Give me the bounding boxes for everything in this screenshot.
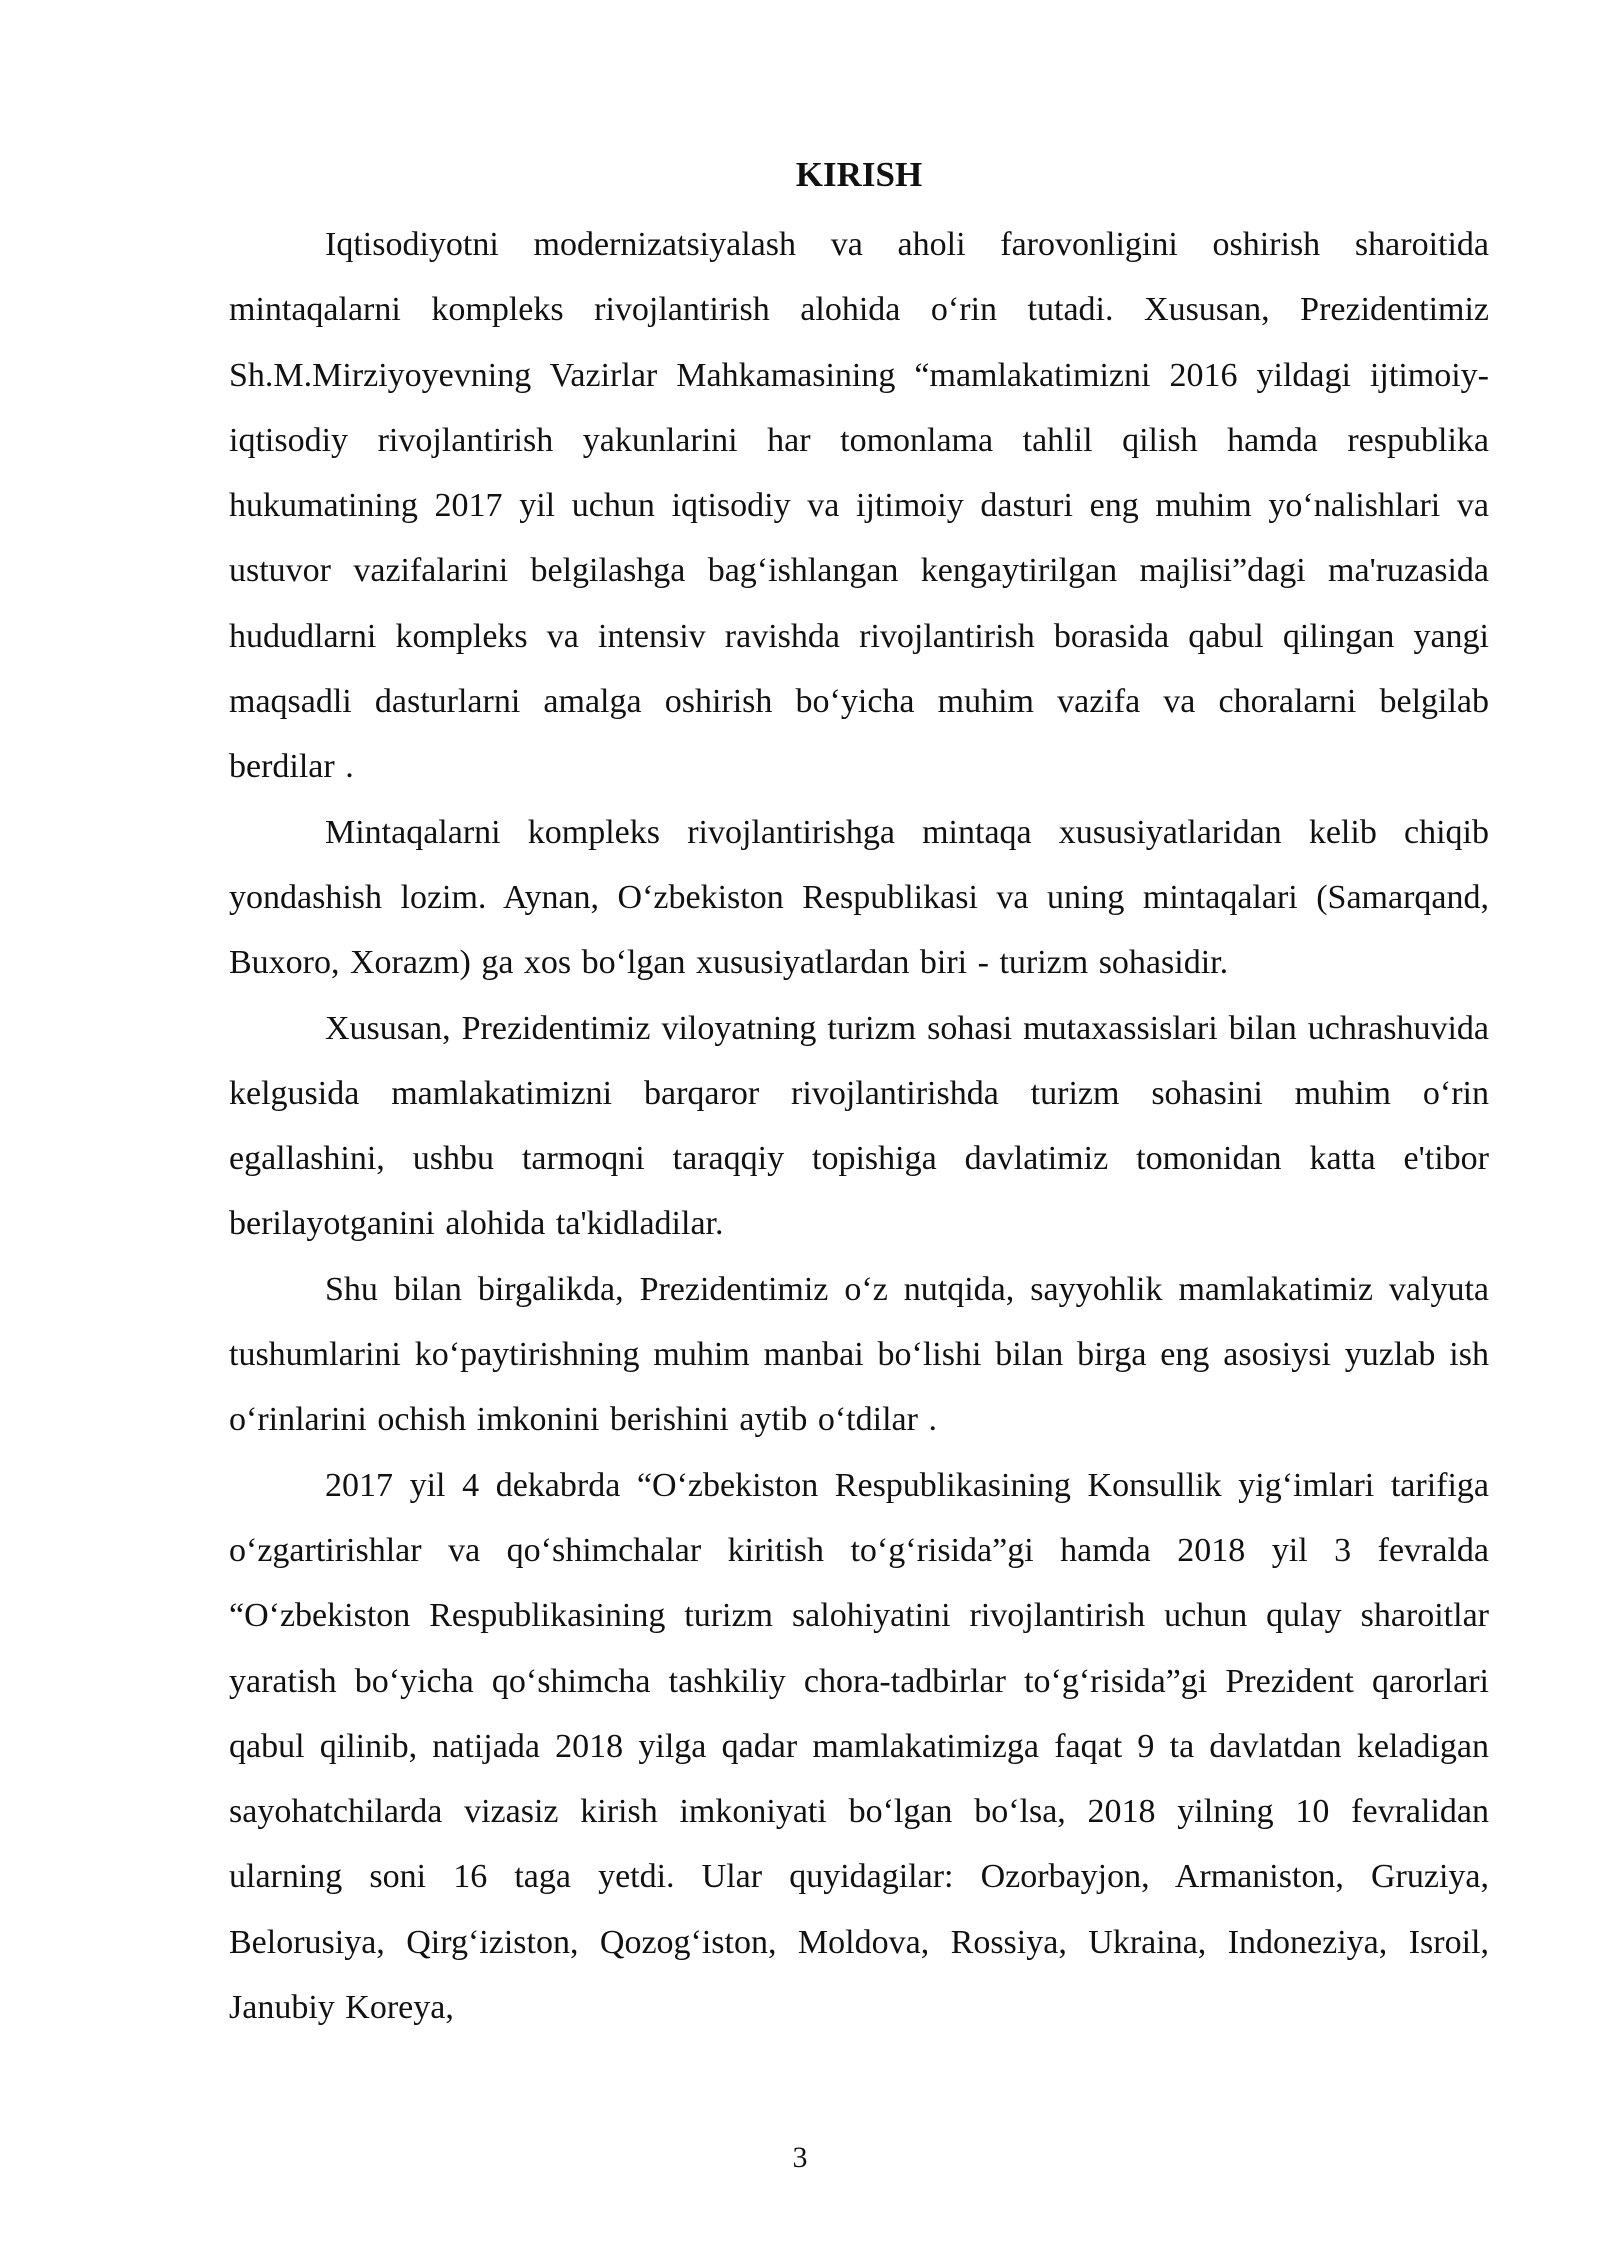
paragraph-1: Iqtisodiyotni modernizatsiyalash va aholi farovonligini oshirish sharoitida mintaqalarni kompleks rivojlantirish alohida o‘rin tutadi. Xususan, Prezidentimiz Sh.M.Mirziyoyevning Vazirlar Mahkamasining “mamlakatimizni 2016 yildagi ijtimoiy-iqtisodiy rivojlantirish yakunlarini har tomonlama tahlil qilish hamda respublika hukumatining 2017 yil uchun iqtisodiy va ijtimoiy dasturi eng muhim yo‘nalishlari va ustuvor vazifalarini belgilashga bag‘ishlangan kengaytirilgan majlisi”dagi ma'ruzasida hududlarni kompleks va intensiv ravishda rivojlantirish borasida qabul qilingan yangi maqsadli dasturlarni amalga oshirish bo‘yicha muhim vazifa va choralarni belgilab berdilar . [229,226,1489,786]
section-title: KIRISH [795,155,923,194]
page-body [229,148,1489,2040]
paragraph-4: Shu bilan birgalikda, Prezidentimiz o‘z nutqida, sayyohlik mamlakatimiz valyuta tushumlarini ko‘paytirishning muhim manbai bo‘lishi bilan birga eng asosiysi yuzlab ish o‘rinlarini ochish imkonini berishini aytib o‘tdilar . [229,1270,1489,1439]
paragraph-5: 2017 yil 4 dekabrda “O‘zbekiston Respublikasining Konsullik yig‘imlari tarifiga o‘zgartirishlar va qo‘shimchalar kiritish to‘g‘risida”gi hamda 2018 yil 3 fevralda “O‘zbekiston Respublikasining turizm salohiyatini rivojlantirish uchun qulay sharoitlar yaratish bo‘yicha qo‘shimcha tashkiliy chora-tadbirlar to‘g‘risida”gi Prezident qarorlari qabul qilinib, natijada 2018 yilga qadar mamlakatimizga faqat 9 ta davlatdan keladigan sayohatchilarda vizasiz kirish imkoniyati bo‘lgan bo‘lsa, 2018 yilning 10 fevralidan ularning soni 16 taga yetdi. Ular quyidagilar: Ozorbayjon, Armaniston, Gruziya, Belorusiya, Qirg‘iziston, Qozog‘iston, Moldova, Rossiya, Ukraina, Indoneziya, Isroil, Janubiy Koreya, [229,1466,1489,2027]
paragraph-2: Mintaqalarni kompleks rivojlantirishga mintaqa xususiyatlaridan kelib chiqib yondashish lozim. Aynan, O‘zbekiston Respublikasi va uning mintaqalari (Samarqand, Buxoro, Xorazm) ga xos bo‘lgan xususiyatlardan biri - turizm sohasidir. [229,813,1489,982]
page-number: 3 [792,2141,808,2174]
paragraph-3: Xususan, Prezidentimiz viloyatning turizm sohasi mutaxassislari bilan uchrashuvida kelgusida mamlakatimizni barqaror rivojlantirishda turizm sohasini muhim o‘rin egallashini, ushbu tarmoqni taraqqiy topishiga davlatimiz tomonidan katta e'tibor berilayotganini alohida ta'kidladilar. [229,1009,1489,1243]
